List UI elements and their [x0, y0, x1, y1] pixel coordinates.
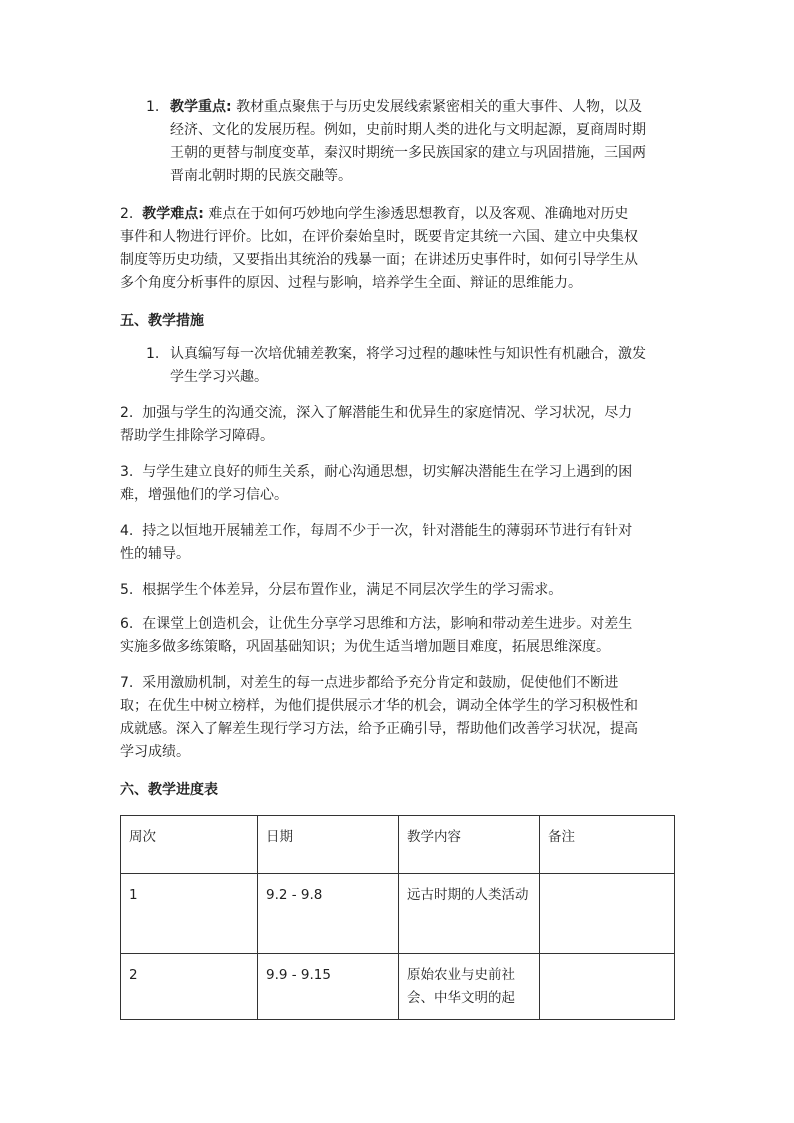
table-header-cell: 周次 — [121, 816, 258, 874]
schedule-table — [120, 815, 675, 1020]
list-item — [146, 343, 686, 389]
label-colon: : — [226, 99, 232, 115]
paragraph-line: 王朝的更替与制度变革，秦汉时期统一多民族国家的建立与巩固措施，三国两 — [170, 145, 646, 161]
key-points-label: 教学重点 — [170, 99, 226, 115]
list-item — [120, 402, 680, 448]
paragraph-line: 学习成绩。 — [120, 744, 190, 760]
table-cell — [540, 954, 675, 1020]
table-row — [121, 874, 675, 954]
paragraph-line: 帮助学生排除学习障碍。 — [120, 428, 274, 444]
paragraph-line: 取；在优生中树立榜样，为他们提供展示才华的机会，调动全体学生的学习积极性和 — [120, 698, 638, 714]
table-cell: 远古时期的人类活动 — [399, 874, 540, 954]
list-item — [120, 613, 680, 659]
paragraph-line: 认真编写每一次培优辅差教案，将学习过程的趣味性与知识性有机融合，激发 — [170, 346, 646, 362]
list-number: 1. — [146, 99, 160, 115]
table-cell: 1 — [121, 874, 258, 954]
paragraph-line: 教材重点聚焦于与历史发展线索紧密相关的重大事件、人物，以及 — [236, 99, 643, 115]
difficulties-item — [120, 203, 680, 295]
list-item — [120, 579, 680, 602]
list-number: 3. — [120, 464, 134, 480]
list-item — [120, 520, 680, 566]
list-item — [120, 672, 680, 764]
list-number: 2. — [120, 206, 134, 222]
paragraph-line: 实施多做多练策略，巩固基础知识；为优生适当增加题目难度，拓展思维深度。 — [120, 639, 610, 655]
paragraph-line: 成就感。深入了解差生现行学习方法，给予正确引导，帮助他们改善学习状况，提高 — [120, 721, 638, 737]
table-cell — [540, 874, 675, 954]
paragraph-line: 学生学习兴趣。 — [170, 369, 268, 385]
table-header-cell: 教学内容 — [399, 816, 540, 874]
table-cell — [399, 954, 540, 1020]
difficulties-label: 教学难点 — [142, 206, 199, 222]
paragraph-line: 与学生建立良好的师生关系，耐心沟通思想，切实解决潜能生在学习上遇到的困 — [142, 464, 633, 480]
paragraph-line: 晋南北朝时期的民族交融等。 — [170, 168, 352, 184]
table-cell-text: 原始农业与史前社会、中华文明的起 — [407, 967, 515, 1006]
list-number: 6. — [120, 616, 134, 632]
paragraph-line: 难点在于如何巧妙地向学生渗透思想教育，以及客观、准确地对历史 — [208, 206, 629, 222]
paragraph-line: 多个角度分析事件的原因、过程与影响，培养学生全面、辩证的思维能力。 — [120, 275, 582, 291]
label-colon: : — [198, 206, 204, 222]
paragraph-line: 采用激励机制，对差生的每一点进步都给予充分肯定和鼓励，促使他们不断进 — [142, 675, 619, 691]
paragraph-line: 根据学生个体差异，分层布置作业，满足不同层次学生的学习需求。 — [142, 582, 563, 598]
list-number: 5. — [120, 582, 134, 598]
paragraph-line: 制度等历史功绩，又要指出其统治的残暴一面；在讲述历史事件时，如何引导学生从 — [120, 252, 638, 268]
paragraph-line: 性的辅导。 — [120, 546, 190, 562]
paragraph-line: 事件和人物进行评价。比如，在评价秦始皇时，既要肯定其统一六国、建立中央集权 — [120, 229, 638, 245]
key-points-item — [146, 96, 686, 188]
section-heading: 五、教学措施 — [120, 313, 204, 329]
table-header-cell: 日期 — [258, 816, 399, 874]
paragraph-line: 在课堂上创造机会，让优生分享学习思维和方法，影响和带动差生进步。对差生 — [142, 616, 633, 632]
table-header-cell: 备注 — [540, 816, 675, 874]
table-row — [121, 954, 675, 1020]
table-cell: 2 — [121, 954, 258, 1020]
paragraph-line: 持之以恒地开展辅差工作，每周不少于一次，针对潜能生的薄弱环节进行有针对 — [142, 523, 633, 539]
paragraph-line: 经济、文化的发展历程。例如，史前时期人类的进化与文明起源，夏商周时期 — [170, 122, 646, 138]
table-cell: 9.9 - 9.15 — [258, 954, 399, 1020]
list-number: 4. — [120, 523, 134, 539]
paragraph-line: 加强与学生的沟通交流，深入了解潜能生和优异生的家庭情况、学习状况，尽力 — [142, 405, 633, 421]
table-header-row — [121, 816, 675, 874]
list-number: 2. — [120, 405, 134, 421]
list-item — [120, 461, 680, 507]
paragraph-line: 难，增强他们的学习信心。 — [120, 487, 288, 503]
list-number: 7. — [120, 675, 134, 691]
section-heading: 六、教学进度表 — [120, 782, 218, 798]
list-number: 1. — [146, 346, 160, 362]
table-cell: 9.2 - 9.8 — [258, 874, 399, 954]
